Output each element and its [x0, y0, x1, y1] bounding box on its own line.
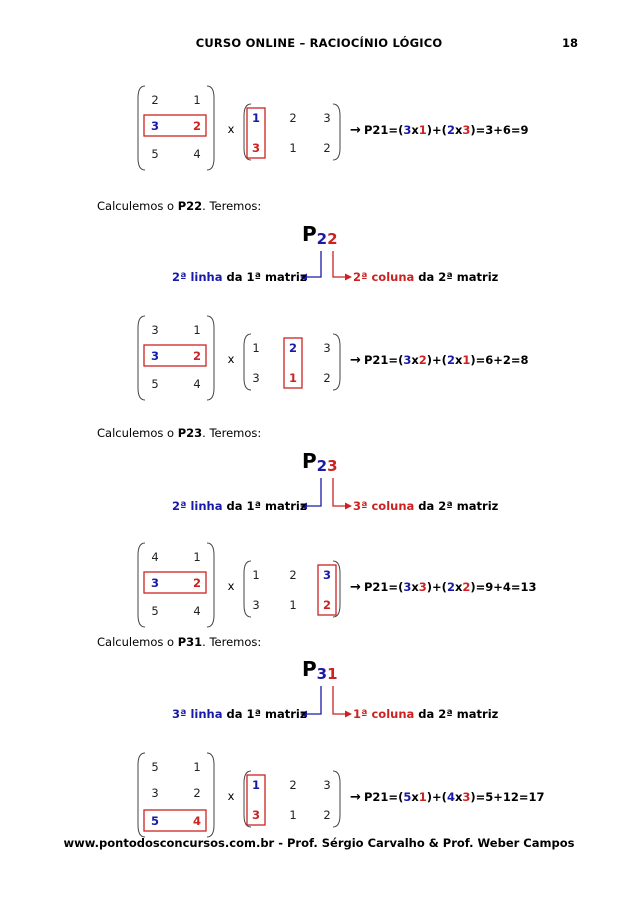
matrix-a-right-bracket — [207, 753, 214, 837]
intro-text-part: . Teremos: — [202, 635, 262, 649]
matrix-a-cell: 4 — [193, 604, 201, 618]
matrix-a-cell: 1 — [193, 323, 201, 337]
result-formula-part: 1 — [418, 123, 427, 137]
matrix-b-cell: 2 — [323, 141, 331, 155]
result-formula-part: x — [411, 353, 419, 367]
result-formula-part: 3 — [462, 123, 471, 137]
row-source-label-part: da 1ª matriz — [222, 270, 307, 284]
result-formula-part: 2 — [418, 353, 427, 367]
result-formula-part: 2 — [462, 580, 471, 594]
row-source-label — [172, 270, 307, 284]
result-arrow: → — [350, 353, 361, 368]
row-source-label-part: da 1ª matriz — [222, 707, 307, 721]
result-formula-part: )+( — [426, 123, 447, 137]
row-source-label-part: 3ª linha — [172, 707, 223, 721]
result-formula-part: )=3+6=9 — [470, 123, 529, 137]
result-formula-part: 2 — [446, 123, 455, 137]
matrix-a-cell: 1 — [193, 760, 201, 774]
matrix-b-cell: 3 — [251, 808, 261, 822]
matrix-b-cell: 3 — [252, 598, 260, 612]
matrix-a-cell: 4 — [192, 814, 202, 828]
matrix-a-cell: 5 — [151, 604, 159, 618]
result-formula-part: )+( — [426, 353, 447, 367]
matrix-a-cell: 3 — [150, 576, 160, 590]
result-formula-part: 2 — [446, 580, 455, 594]
intro-text-part: P22 — [177, 199, 203, 213]
col-source-label-part: da 2ª matriz — [414, 270, 499, 284]
matrix-b-cell: 3 — [323, 341, 331, 355]
matrix-b-cell: 3 — [252, 371, 260, 385]
matrix-a-cell: 3 — [151, 323, 159, 337]
matrix-a-right-bracket — [207, 316, 214, 400]
matrix-a-cell: 2 — [193, 786, 201, 800]
page-header-title: CURSO ONLINE – RACIOCÍNIO LÓGICO — [195, 36, 443, 50]
row-source-label — [172, 707, 307, 721]
result-formula-part: )+( — [426, 580, 447, 594]
result-formula-part: )=6+2=8 — [470, 353, 529, 367]
intro-text — [97, 426, 261, 440]
intro-text — [97, 199, 261, 213]
intro-text-part: P31 — [177, 635, 203, 649]
matrix-b-cell: 3 — [251, 141, 261, 155]
result-formula-part: x — [411, 123, 419, 137]
page-footer: www.pontodosconcursos.com.br - Prof. Sérgio Carvalho & Prof. Weber Campos — [63, 836, 575, 850]
matrix-a-cell: 3 — [150, 119, 160, 133]
col-arrow-line — [333, 478, 346, 506]
p-letter: P — [302, 222, 317, 246]
intro-text-part: Calculemos o — [97, 199, 178, 213]
col-source-label-part: 1ª coluna — [353, 707, 415, 721]
result-formula — [364, 123, 529, 137]
intro-text-part: Calculemos o — [97, 426, 178, 440]
matrix-a-cell: 1 — [193, 93, 201, 107]
col-source-label-part: 2ª coluna — [353, 270, 415, 284]
col-source-label-part: da 2ª matriz — [414, 499, 499, 513]
multiply-sign: x — [227, 579, 235, 593]
col-arrow-line — [333, 686, 346, 714]
matrix-b-cell: 2 — [289, 111, 297, 125]
result-arrow: → — [350, 123, 361, 138]
matrix-a-cell: 2 — [192, 349, 202, 363]
row-arrow-line — [306, 478, 321, 506]
col-source-label — [353, 707, 499, 721]
result-formula-part: x — [454, 123, 463, 137]
result-formula-part: P21=( — [364, 123, 404, 137]
result-formula-part: x — [411, 580, 419, 594]
matrix-b-right-bracket — [333, 771, 340, 827]
result-formula-part: 3 — [418, 580, 427, 594]
p-element-label — [302, 657, 338, 683]
matrix-a-cell: 5 — [151, 147, 159, 161]
multiply-sign: x — [227, 352, 235, 366]
matrix-b-cell: 2 — [289, 778, 297, 792]
p-row-index: 2 — [316, 230, 328, 248]
p-col-index: 2 — [327, 230, 338, 248]
row-source-label-part: 2ª linha — [172, 270, 223, 284]
matrix-b-cell: 2 — [322, 598, 332, 612]
result-formula-part: )=5+12=17 — [470, 790, 545, 804]
p-letter: P — [302, 449, 317, 473]
matrix-a-cell: 5 — [151, 377, 159, 391]
result-formula-part: )+( — [426, 790, 447, 804]
result-formula — [364, 353, 529, 367]
intro-text-part: Calculemos o — [97, 635, 178, 649]
row-source-label-part: 2ª linha — [172, 499, 223, 513]
matrix-b-cell: 1 — [288, 371, 298, 385]
matrix-b-cell: 3 — [322, 568, 332, 582]
intro-text-part: . Teremos: — [202, 426, 262, 440]
matrix-b-cell: 3 — [323, 778, 331, 792]
matrix-b-right-bracket — [333, 334, 340, 390]
matrix-b-cell: 3 — [323, 111, 331, 125]
matrix-b-cell: 1 — [289, 808, 297, 822]
result-formula-part: 4 — [446, 790, 455, 804]
row-source-label — [172, 499, 307, 513]
result-formula-part: P21=( — [364, 790, 404, 804]
matrix-b-cell: 1 — [289, 598, 297, 612]
matrix-b-cell: 1 — [289, 141, 297, 155]
result-formula-part: 1 — [418, 790, 427, 804]
result-arrow: → — [350, 580, 361, 595]
result-formula-part: 3 — [403, 123, 412, 137]
result-arrow: → — [350, 790, 361, 805]
result-formula-part: x — [454, 790, 463, 804]
row-arrow-line — [306, 686, 321, 714]
col-source-label — [353, 270, 499, 284]
row-arrow-line — [306, 251, 321, 277]
result-formula-part: )=9+4=13 — [470, 580, 537, 594]
intro-text-part: . Teremos: — [202, 199, 262, 213]
result-formula — [364, 790, 545, 804]
matrix-b-right-bracket — [333, 104, 340, 160]
matrix-a-cell: 2 — [192, 576, 202, 590]
matrix-a-cell: 2 — [192, 119, 202, 133]
matrix-a-cell: 4 — [151, 550, 159, 564]
result-formula-part: x — [454, 580, 463, 594]
matrix-b-cell: 2 — [288, 341, 298, 355]
p-element-label — [302, 449, 338, 475]
p-col-index: 3 — [327, 457, 338, 475]
matrix-a-cell: 4 — [193, 147, 201, 161]
matrix-b-left-bracket — [244, 561, 251, 617]
p-col-index: 1 — [327, 665, 338, 683]
result-formula-part: x — [411, 790, 419, 804]
matrix-a-cell: 4 — [193, 377, 201, 391]
matrix-a-cell: 5 — [150, 814, 160, 828]
result-formula-part: 1 — [462, 353, 471, 367]
matrix-b-left-bracket — [244, 334, 251, 390]
matrix-a-right-bracket — [207, 86, 214, 170]
row-source-label-part: da 1ª matriz — [222, 499, 307, 513]
col-arrow-head — [345, 711, 352, 718]
matrix-b-cell: 2 — [323, 808, 331, 822]
col-source-label — [353, 499, 499, 513]
result-formula — [364, 580, 537, 594]
result-formula-part: x — [454, 353, 463, 367]
intro-text-part: P23 — [177, 426, 203, 440]
col-source-label-part: da 2ª matriz — [414, 707, 499, 721]
matrix-b-cell: 1 — [251, 778, 261, 792]
matrix-b-cell: 1 — [252, 568, 260, 582]
matrix-b-cell: 1 — [251, 111, 261, 125]
p-element-label — [302, 222, 338, 248]
result-formula-part: P21=( — [364, 353, 404, 367]
col-arrow-head — [345, 274, 352, 281]
matrix-a-cell: 5 — [151, 760, 159, 774]
result-formula-part: P21=( — [364, 580, 404, 594]
multiply-sign: x — [227, 789, 235, 803]
result-formula-part: 3 — [403, 580, 412, 594]
matrix-b-cell: 1 — [252, 341, 260, 355]
matrix-a-cell: 3 — [151, 786, 159, 800]
result-formula-part: 3 — [462, 790, 471, 804]
result-formula-part: 2 — [446, 353, 455, 367]
p-row-index: 3 — [316, 665, 328, 683]
result-formula-part: 3 — [403, 353, 412, 367]
multiply-sign: x — [227, 122, 235, 136]
col-source-label-part: 3ª coluna — [353, 499, 415, 513]
matrix-b-cell: 2 — [289, 568, 297, 582]
result-formula-part: 5 — [403, 790, 412, 804]
matrix-b-cell: 2 — [323, 371, 331, 385]
p-letter: P — [302, 657, 317, 681]
matrix-a-cell: 3 — [150, 349, 160, 363]
page-number: 18 — [561, 36, 578, 50]
matrix-a-cell: 1 — [193, 550, 201, 564]
matrix-a-cell: 2 — [151, 93, 159, 107]
matrix-a-right-bracket — [207, 543, 214, 627]
col-arrow-line — [333, 251, 346, 277]
intro-text — [97, 635, 261, 649]
col-arrow-head — [345, 503, 352, 510]
p-row-index: 2 — [316, 457, 328, 475]
